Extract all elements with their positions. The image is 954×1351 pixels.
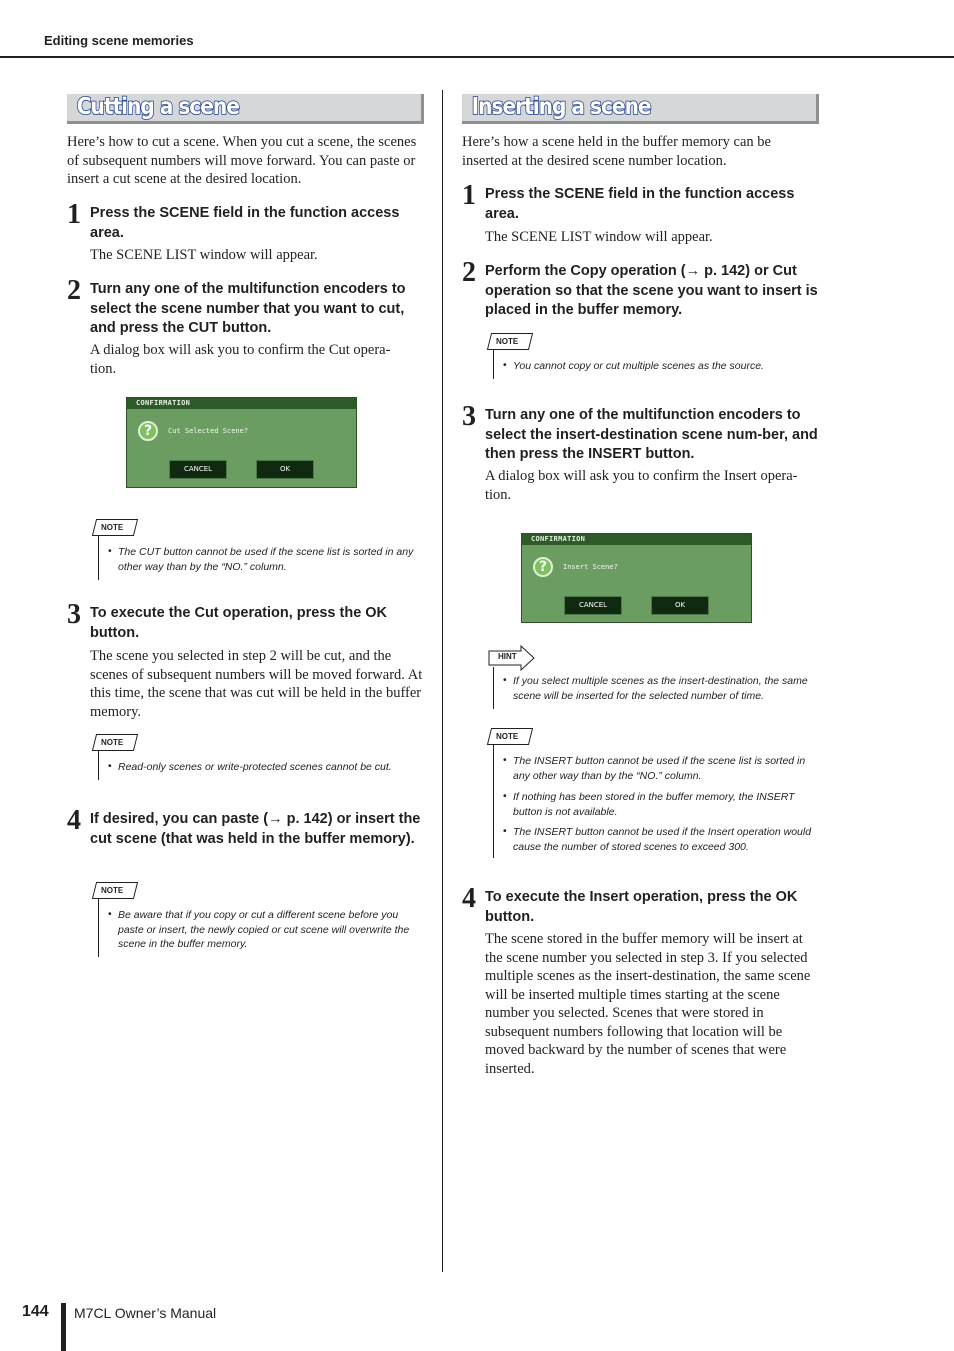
- note-tag: NOTE: [92, 882, 138, 899]
- section-title-cutting: Cutting a scene: [67, 94, 424, 124]
- bullet: •: [108, 760, 112, 772]
- step-heading: To execute the Insert operation, press the OK button.: [485, 889, 798, 925]
- step-body: The SCENE LIST window will appear.: [485, 229, 713, 245]
- running-header: Editing scene memories: [44, 33, 194, 48]
- step-number: 4: [67, 805, 81, 836]
- step-heading: Perform the Copy operation (→ p. 142) or Cut operation so that the scene you want to insert is placed in the buffer memory.: [485, 263, 818, 318]
- note-text: The INSERT button cannot be used if the scene list is sorted in any other way than by the “NO.” column.: [513, 755, 806, 782]
- note-rule: [98, 536, 99, 580]
- cancel-button[interactable]: CANCEL: [564, 596, 622, 615]
- step-number: 2: [67, 275, 81, 306]
- bullet: •: [503, 359, 507, 371]
- dialog-message: Insert Scene?: [563, 563, 618, 571]
- step-heading: Turn any one of the multifunction encoders to select the scene number that you want to cut, and press the CUT button.: [90, 281, 406, 336]
- confirmation-dialog-cut: [126, 397, 357, 488]
- bullet: •: [503, 790, 507, 802]
- page-number: 144: [22, 1303, 49, 1320]
- footer-bar: [61, 1303, 66, 1351]
- note-text: You cannot copy or cut multiple scenes as the source.: [513, 360, 764, 372]
- manual-title: M7CL Owner’s Manual: [74, 1305, 217, 1321]
- note-rule: [98, 751, 99, 780]
- step-body: A dialog box will ask you to confirm the Insert opera-tion.: [485, 468, 798, 503]
- dialog-title-bar: CONFIRMATION: [127, 398, 356, 409]
- confirmation-dialog-insert: [521, 533, 752, 623]
- step-number: 4: [462, 883, 476, 914]
- bullet: •: [503, 674, 507, 686]
- step-heading: Press the SCENE field in the function access area.: [485, 186, 795, 222]
- step-number: 1: [462, 180, 476, 211]
- step-number: 3: [67, 599, 81, 630]
- step-body: The scene stored in the buffer memory will be insert at the scene number you selected in step 3. If you selected multiple scenes as the insert-destination, the same scene will be inserted multiple times starting at the scene number you selected. Scenes that were stored in subsequent numbers following that location will be moved backward by the number of scenes that were inserted.: [485, 931, 811, 1077]
- note-tag: NOTE: [487, 333, 533, 350]
- step-number: 1: [67, 199, 81, 230]
- note-tag: NOTE: [487, 728, 533, 745]
- step-number: 2: [462, 257, 476, 288]
- hint-text: If you select multiple scenes as the insert-destination, the same scene will be inserted for the selected number of time.: [513, 675, 808, 702]
- dialog-title-bar: CONFIRMATION: [522, 534, 751, 545]
- hint-label: HINT: [498, 652, 517, 661]
- step-heading: Turn any one of the multifunction encoders to select the insert-destination scene num-ber, and then press the INSERT button.: [485, 407, 818, 462]
- note-rule: [98, 899, 99, 957]
- note-text: The CUT button cannot be used if the scene list is sorted in any other way than by the “NO.” column.: [118, 546, 414, 573]
- note-tag: NOTE: [92, 519, 138, 536]
- note-text: The INSERT button cannot be used if the Insert operation would cause the number of stored scenes to exceed 300.: [513, 826, 812, 853]
- question-icon: ?: [138, 421, 158, 441]
- section-title-inserting: Inserting a scene: [462, 94, 819, 124]
- note-text: If nothing has been stored in the buffer memory, the INSERT button is not available.: [513, 791, 795, 818]
- intro-inserting: Here’s how a scene held in the buffer memory can be inserted at the desired scene number location.: [462, 134, 771, 169]
- bullet: •: [108, 545, 112, 557]
- step-heading: If desired, you can paste (→ p. 142) or insert the cut scene (that was held in the buffer memory).: [90, 811, 421, 847]
- bullet: •: [503, 825, 507, 837]
- step-body: A dialog box will ask you to confirm the Cut opera-tion.: [90, 342, 391, 377]
- note-tag: NOTE: [92, 734, 138, 751]
- dialog-message: Cut Selected Scene?: [168, 427, 249, 435]
- bullet: •: [108, 908, 112, 920]
- ok-button[interactable]: OK: [256, 460, 314, 479]
- note-rule: [493, 350, 494, 379]
- intro-cutting: Here’s how to cut a scene. When you cut a scene, the scenes of subsequent numbers will move forward. You can paste or insert a cut scene at the desired location.: [67, 134, 417, 187]
- step-body: The SCENE LIST window will appear.: [90, 247, 318, 263]
- step-heading: To execute the Cut operation, press the OK button.: [90, 605, 388, 641]
- question-icon: ?: [533, 557, 553, 577]
- step-heading: Press the SCENE field in the function access area.: [90, 205, 400, 241]
- bullet: •: [503, 754, 507, 766]
- cancel-button[interactable]: CANCEL: [169, 460, 227, 479]
- column-divider: [442, 90, 443, 1272]
- ok-button[interactable]: OK: [651, 596, 709, 615]
- note-rule: [493, 745, 494, 858]
- step-body: The scene you selected in step 2 will be cut, and the scenes of subsequent numbers will be moved forward. At this time, the scene that was cut will be held in the buffer memory.: [90, 648, 423, 720]
- note-text: Read-only scenes or write-protected scenes cannot be cut.: [118, 761, 392, 773]
- step-number: 3: [462, 401, 476, 432]
- hint-rule: [493, 667, 494, 709]
- header-rule: [0, 56, 954, 58]
- note-text: Be aware that if you copy or cut a different scene before you paste or insert, the newly copied or cut scene will overwrite the scene in the buffer memory.: [118, 909, 410, 950]
